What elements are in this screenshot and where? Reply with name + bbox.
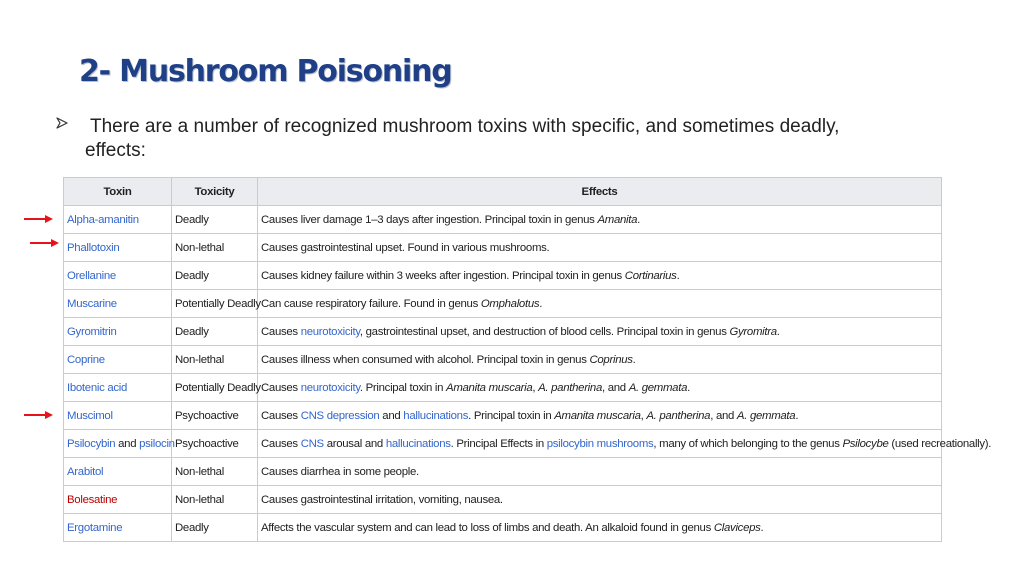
effects-cell: Causes neurotoxicity, gastrointestinal upset, and destruction of blood cells. Principal toxin in genus Gyromitra.: [258, 318, 942, 346]
toxin-name-link[interactable]: Psilocybin and psilocin: [64, 430, 172, 458]
effects-cell: Causes kidney failure within 3 weeks after ingestion. Principal toxin in genus Cortinarius.: [258, 262, 942, 290]
effects-cell: Causes liver damage 1–3 days after ingestion. Principal toxin in genus Amanita.: [258, 206, 942, 234]
toxin-name-link[interactable]: Bolesatine: [64, 486, 172, 514]
toxicity-cell: Potentially Deadly: [172, 290, 258, 318]
toxin-name-link[interactable]: Ergotamine: [64, 514, 172, 542]
table-row: [64, 374, 942, 402]
effects-cell: Causes CNS depression and hallucinations. Principal toxin in Amanita muscaria, A. pantherina, and A. gemmata.: [258, 402, 942, 430]
column-header-toxin[interactable]: Toxin: [64, 178, 172, 206]
intro-line-1: There are a number of recognized mushroom toxins with specific, and sometimes deadly,: [90, 116, 840, 137]
toxicity-cell: Deadly: [172, 318, 258, 346]
toxin-name-link[interactable]: Ibotenic acid: [64, 374, 172, 402]
intro-line-2: effects:: [85, 140, 146, 161]
effects-cell: Causes diarrhea in some people.: [258, 458, 942, 486]
toxin-name-link[interactable]: Muscarine: [64, 290, 172, 318]
toxin-name-link[interactable]: Phallotoxin: [64, 234, 172, 262]
effects-cell: Causes gastrointestinal irritation, vomiting, nausea.: [258, 486, 942, 514]
toxin-name-link[interactable]: Gyromitrin: [64, 318, 172, 346]
table-row: [64, 346, 942, 374]
toxin-name-link[interactable]: Orellanine: [64, 262, 172, 290]
intro-paragraph: [85, 115, 955, 163]
toxin-name-link[interactable]: Coprine: [64, 346, 172, 374]
table-row: [64, 206, 942, 234]
table-row: [64, 234, 942, 262]
red-arrow-right-icon: [24, 214, 54, 224]
arrowhead-bullet-icon: [56, 116, 68, 132]
toxicity-cell: Psychoactive: [172, 402, 258, 430]
effects-cell: Can cause respiratory failure. Found in genus Omphalotus.: [258, 290, 942, 318]
toxicity-cell: Psychoactive: [172, 430, 258, 458]
table-row: [64, 486, 942, 514]
toxin-table: [63, 177, 992, 542]
toxicity-cell: Potentially Deadly: [172, 374, 258, 402]
table-row: [64, 514, 942, 542]
table-row: [64, 402, 942, 430]
page-title: 2- Mushroom Poisoning: [79, 54, 452, 89]
table-row: [64, 458, 942, 486]
table-row: [64, 430, 942, 458]
toxin-name-link[interactable]: Alpha-amanitin: [64, 206, 172, 234]
toxin-name-link[interactable]: Muscimol: [64, 402, 172, 430]
red-arrow-right-icon: [30, 238, 60, 248]
effects-cell: Causes gastrointestinal upset. Found in various mushrooms.: [258, 234, 942, 262]
effects-cell: Causes illness when consumed with alcohol. Principal toxin in genus Coprinus.: [258, 346, 942, 374]
toxicity-cell: Deadly: [172, 514, 258, 542]
effects-cell: Causes CNS arousal and hallucinations. Principal Effects in psilocybin mushrooms, many of which belonging to the genus Psilocybe (used recreationally).: [258, 430, 942, 458]
column-header-toxicity[interactable]: Toxicity: [172, 178, 258, 206]
toxicity-cell: Deadly: [172, 206, 258, 234]
table-row: [64, 290, 942, 318]
column-header-effects[interactable]: Effects: [258, 178, 942, 206]
toxicity-cell: Non-lethal: [172, 234, 258, 262]
toxicity-cell: Non-lethal: [172, 458, 258, 486]
toxin-name-link[interactable]: Arabitol: [64, 458, 172, 486]
toxicity-cell: Deadly: [172, 262, 258, 290]
effects-cell: Affects the vascular system and can lead to loss of limbs and death. An alkaloid found in genus Claviceps.: [258, 514, 942, 542]
table-row: [64, 318, 942, 346]
table-header-row: [64, 178, 942, 206]
toxicity-cell: Non-lethal: [172, 486, 258, 514]
toxicity-cell: Non-lethal: [172, 346, 258, 374]
red-arrow-right-icon: [24, 410, 54, 420]
table-row: [64, 262, 942, 290]
effects-cell: Causes neurotoxicity. Principal toxin in Amanita muscaria, A. pantherina, and A. gemmata.: [258, 374, 942, 402]
